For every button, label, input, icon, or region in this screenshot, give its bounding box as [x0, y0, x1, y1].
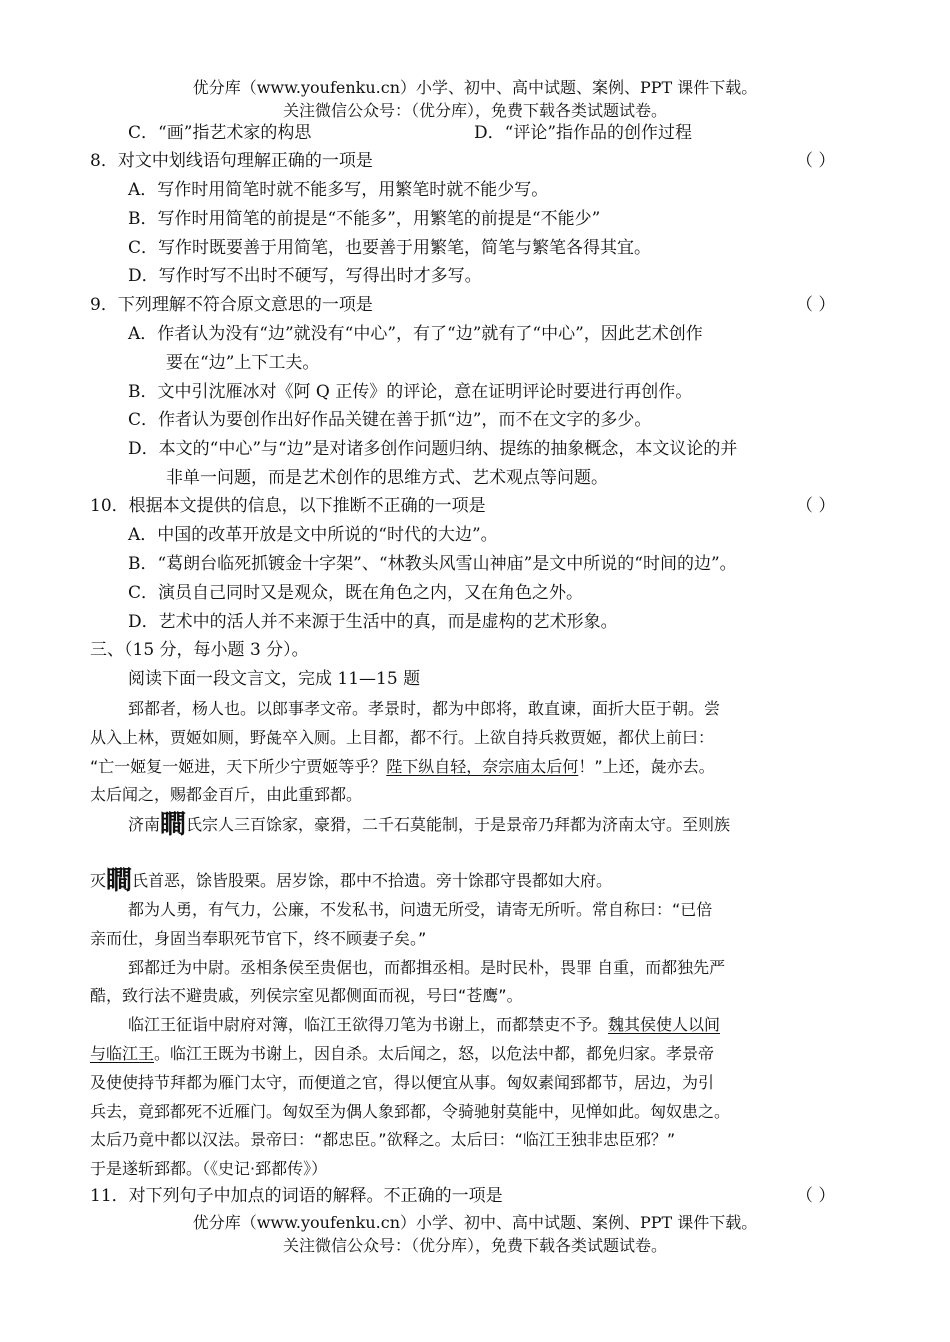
- q10-stem: 10．根据本文提供的信息，以下推断不正确的一项是: [90, 496, 486, 516]
- q11-stem: 11．对下列句子中加点的词语的解释。不正确的一项是: [90, 1186, 503, 1206]
- q9-option-a: A．作者认为没有“边”就没有“中心”，有了“边”就有了“中心”，因此艺术创作: [128, 324, 703, 344]
- underlined-sentence: 魏其侯使人以间: [608, 1015, 721, 1034]
- passage-line: 郅都者，杨人也。以郎事孝文帝。孝景时，都为中郎将，敢直谏，面折大臣于朝。尝: [128, 699, 721, 718]
- passage-line: 太后乃竟中都以汉法。景帝曰：“都忠臣。”欲释之。太后曰：“临江王独非忠臣邪？”: [90, 1130, 676, 1149]
- passage-line: 都为人勇，有气力，公廉，不发私书，问遗无所受，请寄无所听。常自称曰：“已倍: [128, 900, 713, 919]
- passage-line: [128, 1013, 720, 1037]
- q10-option-d: D．艺术中的活人并不来源于生活中的真，而是虚构的艺术形象。: [128, 612, 618, 632]
- q9-option-c: C．作者认为要创作出好作品关键在善于抓“边”，而不在文字的多少。: [128, 410, 652, 430]
- q8-option-a: A．写作时用简笔时就不能多写，用繁笔时就不能少写。: [128, 180, 549, 200]
- passage-line: [90, 866, 613, 896]
- passage-text: 灭: [90, 871, 107, 890]
- underlined-sentence: 与临江王: [90, 1044, 155, 1063]
- header-line-1: 优分库（www.youfenku.cn）小学、初中、高中试题、案例、PPT 课件下载。: [192, 78, 758, 97]
- passage-line: [90, 1042, 714, 1066]
- passage-text: ！”上还，彘亦去。: [578, 757, 715, 776]
- passage-text: 氏宗人三百馀家，豪猾，二千石莫能制，于是景帝乃拜都为济南太守。至则族: [186, 815, 731, 834]
- q8-option-c: C．写作时既要善于用简笔，也要善于用繁笔，简笔与繁笔各得其宜。: [128, 238, 652, 258]
- passage-line: 酷，致行法不避贵戚，列侯宗室见都侧面而视，号曰“苍鹰”。: [90, 986, 523, 1005]
- q11-answer-blank: （ ）: [796, 1186, 836, 1206]
- passage-line: 及使使持节拜都为雁门太守，而便道之官，得以便宜从事。匈奴素闻郅都节，居边，为引: [90, 1073, 715, 1092]
- q9-answer-blank: （ ）: [796, 295, 836, 315]
- passage-text: 临江王征诣中尉府对簿，临江王欲得刀笔为书谢上，而都禁吏不予。: [128, 1015, 609, 1034]
- q9-option-d-cont: 非单一问题，而是艺术创作的思维方式、艺术观点等问题。: [166, 468, 608, 488]
- passage-text: “亡一姬复一姬进，天下所少宁贾姬等乎？: [90, 757, 387, 776]
- q10-option-c: C．演员自己同时又是观众，既在角色之内，又在角色之外。: [128, 583, 584, 603]
- q7-option-c: C．“画”指艺术家的构思: [128, 123, 312, 143]
- passage-line: 郅都迁为中尉。丞相条侯至贵倨也，而都揖丞相。是时民朴，畏罪 自重，而都独先严: [128, 958, 726, 977]
- passage-line: 于是遂斩郅都。（《史记·郅都传》）: [90, 1159, 328, 1178]
- q10-option-a: A．中国的改革开放是文中所说的“时代的大边”。: [128, 525, 498, 545]
- section-3-intro: 阅读下面一段文言文，完成 11—15 题: [128, 669, 421, 689]
- q8-stem: 8．对文中划线语句理解正确的一项是: [90, 151, 373, 171]
- q8-option-b: B．写作时用简笔的前提是“不能多”，用繁笔的前提是“不能少”: [128, 209, 601, 229]
- q8-answer-blank: （ ）: [796, 151, 836, 171]
- section-3-title: 三、（15 分，每小题 3 分）。: [90, 640, 309, 660]
- passage-line: [90, 755, 715, 779]
- q10-answer-blank: （ ）: [796, 496, 836, 516]
- passage-line: [128, 810, 731, 840]
- passage-line: 从入上林，贾姬如厕，野彘卒入厕。上目都，都不行。上欲自持兵救贾姬，都伏上前曰：: [90, 728, 715, 747]
- passage-line: 亲而仕，身固当奉职死节官下，终不顾妻子矣。”: [90, 929, 427, 948]
- q9-option-d: D．本文的“中心”与“边”是对诸多创作问题归纳、提练的抽象概念，本文议论的并: [128, 439, 738, 459]
- q9-option-b: B．文中引沈雁冰对《阿 Q 正传》的评论，意在证明评论时要进行再创作。: [128, 382, 693, 402]
- q7-option-d: D．“评论”指作品的创作过程: [474, 123, 693, 143]
- footer-line-1: 优分库（www.youfenku.cn）小学、初中、高中试题、案例、PPT 课件下载。: [192, 1213, 758, 1232]
- q10-option-b: B．“葛朗台临死抓镀金十字架”、“林教头风雪山神庙”是文中所说的“时间的边”。: [128, 554, 737, 574]
- passage-line: 兵去，竟郅都死不近雁门。匈奴至为偶人象郅都，令骑驰射莫能中，见惮如此。匈奴患之。: [90, 1102, 731, 1121]
- passage-text: 济南: [128, 815, 161, 834]
- passage-text: 。临江王既为书谢上，因自杀。太后闻之，怒，以危法中都，都免归家。孝景帝: [154, 1044, 715, 1063]
- passage-text: 氏首恶，馀皆股栗。居岁馀，郡中不拾遗。旁十馀郡守畏都如大府。: [132, 871, 613, 890]
- underlined-sentence: 陛下纵自轻，奈宗庙太后何: [386, 757, 579, 776]
- footer-line-2: 关注微信公众号：（优分库），免费下载各类试题试卷。: [282, 1236, 667, 1255]
- large-character: 瞷: [106, 866, 133, 896]
- passage-line: 太后闻之，赐都金百斤，由此重郅都。: [90, 785, 363, 804]
- q9-stem: 9．下列理解不符合原文意思的一项是: [90, 295, 373, 315]
- large-character: 瞷: [160, 810, 187, 840]
- header-line-2: 关注微信公众号：（优分库），免费下载各类试题试卷。: [282, 101, 667, 120]
- q9-option-a-cont: 要在“边”上下工夫。: [166, 353, 320, 373]
- q8-option-d: D．写作时写不出时不硬写，写得出时才多写。: [128, 266, 482, 286]
